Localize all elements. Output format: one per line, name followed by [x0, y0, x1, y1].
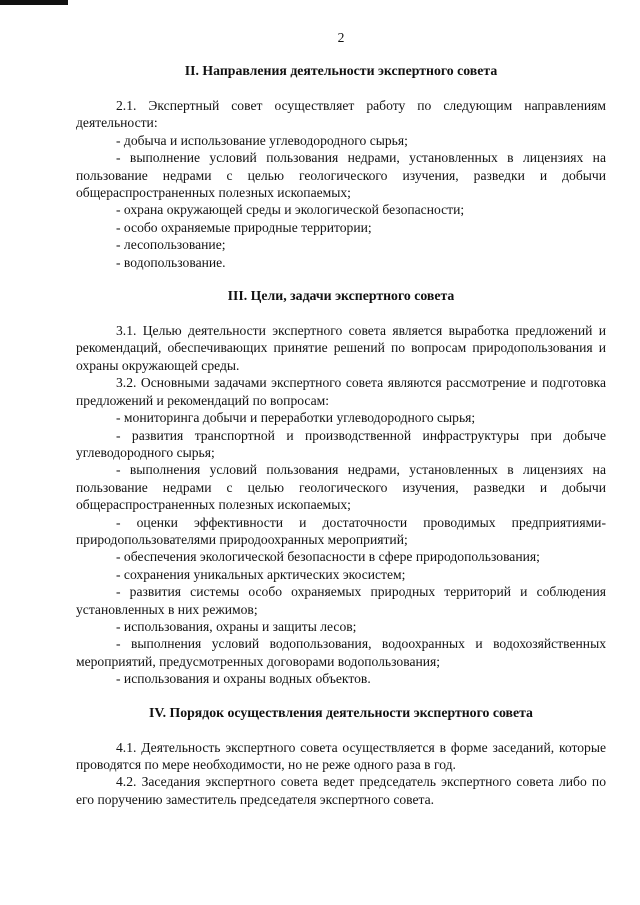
list-item: - выполнения условий пользования недрами, установленных в лицензиях на пользование недрами с целью геологического изучения, разведки и добычи общераспространенных полезных ископаемых;: [76, 462, 606, 513]
list-item: - использования, охраны и защиты лесов;: [116, 618, 357, 634]
page-number: 2: [337, 30, 345, 45]
list-item: - лесопользование;: [116, 237, 226, 253]
section-procedure: [76, 704, 606, 809]
section-directions: [76, 62, 606, 271]
list-item: - использования и охраны водных объектов.: [116, 671, 371, 687]
section-goals: [76, 287, 606, 688]
scan-edge-mark: [0, 0, 68, 5]
list-item: - мониторинга добычи и переработки углеводородного сырья;: [116, 410, 476, 426]
paragraph: 2.1. Экспертный совет осуществляет работу по следующим направлениям деятельности:: [76, 98, 606, 131]
document-page: [76, 30, 606, 824]
list-item: - развития системы особо охраняемых природных территорий и соблюдения установленных в них режимов;: [76, 584, 606, 617]
paragraph: 3.2. Основными задачами экспертного совета являются рассмотрение и подготовка предложений и рекомендаций по вопросам:: [76, 375, 606, 408]
list-item: - охрана окружающей среды и экологической безопасности;: [116, 202, 465, 218]
section-heading: IV. Порядок осуществления деятельности экспертного совета: [149, 704, 533, 720]
list-item: - добыча и использование углеводородного сырья;: [116, 132, 408, 148]
section-heading: III. Цели, задачи экспертного совета: [227, 288, 455, 304]
list-item: - развития транспортной и производственной инфраструктуры при добыче углеводородного сырья;: [76, 427, 606, 460]
list-item: - выполнение условий пользования недрами, установленных в лицензиях на пользование недрами с целью геологического изучения, разведки и добычи общераспространенных полезных ископаемых;: [76, 150, 606, 201]
paragraph: 4.2. Заседания экспертного совета ведет председатель экспертного совета либо по его поручению заместитель председателя экспертного совета.: [76, 774, 606, 807]
list-item: - особо охраняемые природные территории;: [116, 219, 372, 235]
list-item: - выполнения условий водопользования, водоохранных и водохозяйственных мероприятий, предусмотренных договорами водопользования;: [76, 636, 606, 669]
list-item: - оценки эффективности и достаточности проводимых предприятиями-природопользователями природоохранных мероприятий;: [76, 514, 606, 547]
list-item: - водопользование.: [116, 254, 226, 270]
list-item: - обеспечения экологической безопасности в сфере природопользования;: [116, 549, 540, 565]
section-heading: II. Направления деятельности экспертного совета: [184, 63, 498, 78]
list-item: - сохранения уникальных арктических экосистем;: [116, 566, 406, 582]
paragraph: 3.1. Целью деятельности экспертного совета является выработка предложений и рекомендаций, обеспечивающих принятие решений по вопросам природопользования и охраны окружающей среды.: [76, 323, 606, 373]
paragraph: 4.1. Деятельность экспертного совета осуществляется в форме заседаний, которые проводятся по мере необходимости, но не реже одного раза в год.: [76, 739, 606, 772]
